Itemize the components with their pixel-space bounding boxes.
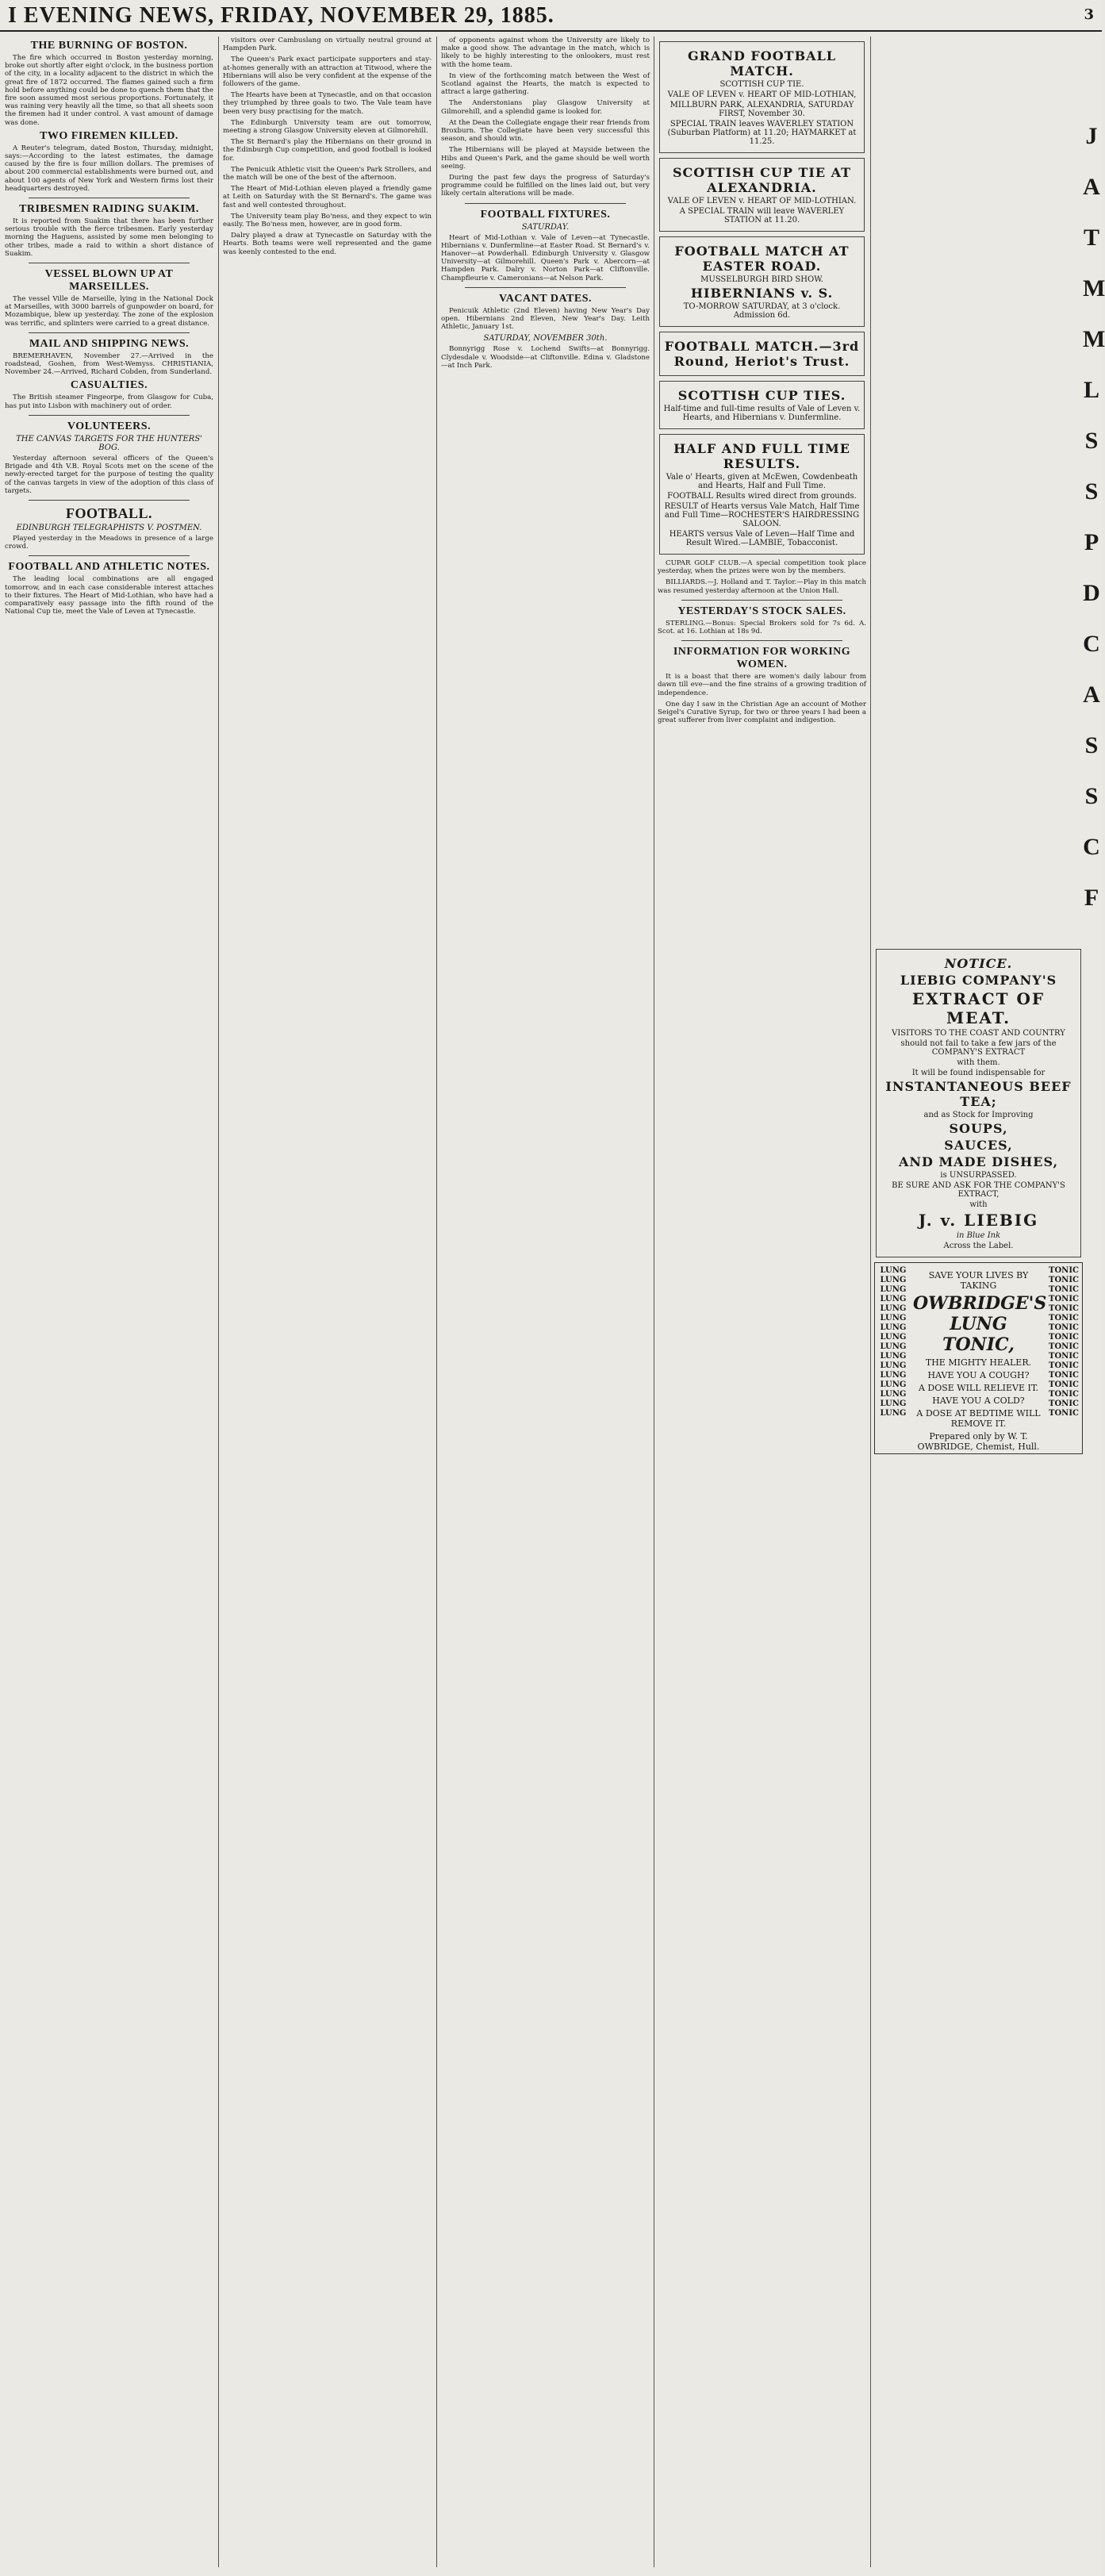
advert-line: INSTANTANEOUS BEEF TEA; bbox=[885, 1079, 1072, 1109]
article-text: STERLING.—Bonus: Special Brokers sold for 7s 6d. A. Scot. at 16. Lothian at 18s 9d. bbox=[658, 619, 866, 636]
article-text: The fire which occurred in Boston yesterday morning, broke out shortly after eight o'clock, in the business portion of the city, in a locality adjacent to the district in which the great fire of 1872 occurred. The flames gained such a firm hold before anything could be done to quench them that the fire soon assumed most serious proportions. Fortunately, it was raining very heavily all the time, so that all sheets soon the firemen had it under control. A vast amount of damage was done. bbox=[5, 54, 213, 127]
article-text: BILLIARDS.—J. Holland and T. Taylor.—Play in this match was resumed yesterday afternoon at the Union Hall. bbox=[658, 578, 866, 595]
article-text: BREMERHAVEN, November 27.—Arrived in the roadstead, Goshen, from West-Wemyss. CHRISTIANIA, November 24.—Arrived, Richard Cobden, from Sunderland. bbox=[5, 351, 213, 377]
subheadline-targets: THE CANVAS TARGETS FOR THE HUNTERS' BOG. bbox=[16, 434, 202, 452]
page-number: 3 bbox=[1084, 6, 1094, 23]
article-text: visitors over Cambuslang on virtually neutral ground at Hampden Park. bbox=[223, 36, 432, 53]
vacant-dates-list: Penicuik Athletic (2nd Eleven) having New Year's Day open. Hibernians 2nd Eleven, New Year's Day. Leith Athletic, January 1st. bbox=[441, 306, 650, 332]
advert-results bbox=[659, 434, 865, 555]
article-text: The Penicuik Athletic visit the Queen's Park Strollers, and the match will be one of the best of the afternoon. bbox=[223, 165, 432, 182]
advert-center bbox=[913, 1268, 1047, 1454]
liebig-signature: J. v. LIEBIG bbox=[918, 1211, 1039, 1230]
advert-line: AND MADE DISHES, bbox=[898, 1154, 1059, 1169]
advert-side-tonic: TONIC TONIC TONIC TONIC TONIC TONIC TONIC TONIC TONIC TONIC TONIC TONIC TONIC TONIC TONIC TONIC bbox=[1049, 1266, 1079, 1418]
advert-line: HEARTS versus Vale of Leven—Half Time and Result Wired.—LAMBIE, Tobacconist. bbox=[669, 530, 855, 547]
divider bbox=[29, 415, 190, 416]
article-text: The St Bernard's play the Hibernians on their ground in the Edinburgh Cup competition, and good football is looked for. bbox=[223, 138, 432, 163]
subheadline-date: SATURDAY, NOVEMBER 30th. bbox=[483, 334, 608, 344]
advert-line: THE MIGHTY HEALER. bbox=[925, 1357, 1032, 1368]
advert-line: A SPECIAL TRAIN will leave WAVERLEY STATION at 11.20. bbox=[679, 207, 845, 225]
advert-line: HALF AND FULL TIME RESULTS. bbox=[673, 441, 850, 471]
subheadline-telegraphists: EDINBURGH TELEGRAPHISTS V. POSTMEN. bbox=[16, 523, 202, 532]
advert-line: in Blue Ink bbox=[956, 1231, 1001, 1240]
divider bbox=[681, 600, 842, 601]
article-text: The leading local combinations are all engaged tomorrow, and in each case considerable interest attaches to their fixtures. The Heart of Mid-Lothian, who have had a comparatively easy passage into the fifth round of the National Cup tie, meet the Vale of Leven at Tynecastle. bbox=[5, 575, 213, 616]
advert-line: HIBERNIANS v. S. bbox=[690, 286, 834, 301]
advert-line: and as Stock for Improving bbox=[923, 1111, 1034, 1119]
article-text: One day I saw in the Christian Age an account of Mother Seigel's Curative Syrup, for two or three years I had been a great sufferer from liver complaint and indigestion. bbox=[658, 700, 866, 725]
article-text: Played yesterday in the Meadows in presence of a large crowd. bbox=[5, 534, 213, 551]
subheadline-firemen: TWO FIREMEN KILLED. bbox=[40, 129, 178, 142]
advert-line: A DOSE AT BEDTIME WILL REMOVE IT. bbox=[916, 1408, 1041, 1429]
article-text: The Edinburgh University team are out tomorrow, meeting a strong Glasgow University eleven at Gilmorehill. bbox=[223, 118, 432, 136]
headline-fixtures: FOOTBALL FIXTURES. bbox=[480, 208, 611, 221]
headline-athletic-notes: FOOTBALL AND ATHLETIC NOTES. bbox=[8, 561, 210, 574]
advert-line: should not fail to take a few jars of the COMPANY'S EXTRACT bbox=[900, 1039, 1057, 1057]
article-text: It is reported from Suakim that there has been further serious trouble with the fierce tribesmen. Early yesterday morning the Haguens, assisted by some men belonging to other tribes, made a raid to within a short distance of Suakim. bbox=[5, 217, 213, 258]
column-rule bbox=[870, 36, 871, 2567]
right-edge-letters: J A T M M L S S P D C A S S C F bbox=[1083, 123, 1105, 911]
column-3 bbox=[441, 36, 650, 2567]
advert-line: SCOTTISH CUP TIE. bbox=[719, 80, 804, 89]
article-text: The Hibernians will be played at Mayside between the Hibs and Queen's Park, and the game should be well worth seeing. bbox=[441, 146, 650, 171]
article-text: Dalry played a draw at Tynecastle on Saturday with the Hearts. Both teams were well represented and the game was keenly contested to the end. bbox=[223, 232, 432, 256]
advert-grand-football-match bbox=[659, 41, 865, 153]
headline-shipping: MAIL AND SHIPPING NEWS. bbox=[29, 337, 190, 350]
headline-marseilles: VESSEL BLOWN UP AT MARSEILLES. bbox=[44, 268, 174, 294]
advert-line: HAVE YOU A COUGH? bbox=[927, 1370, 1030, 1380]
column-rule bbox=[436, 36, 437, 2567]
column-1 bbox=[5, 36, 213, 2567]
advert-line: SCOTTISH CUP TIES. bbox=[677, 388, 846, 403]
article-text: of opponents against whom the University are likely to make a good show. The advantage in the match, which is likely to be highly interesting to the onlookers, must rest with the home team. bbox=[441, 36, 650, 69]
advert-line: SAVE YOUR LIVES BY TAKING bbox=[928, 1270, 1029, 1291]
advert-line: VALE OF LEVEN v. HEART OF MID-LOTHIAN. bbox=[667, 197, 857, 205]
advert-line: SAUCES, bbox=[944, 1138, 1013, 1153]
article-text: The Queen's Park exact participate supporters and stay-at-homes generally with an attraction at Titwood, where the Hibernians will also be very confident at the expense of the followers of the game. bbox=[223, 56, 432, 89]
article-text: During the past few days the progress of Saturday's programme could be fulfilled on the lines laid out, but very likely certain alterations will be made. bbox=[441, 174, 650, 198]
masthead-left-fragment: I bbox=[8, 3, 17, 28]
headline-volunteers: VOLUNTEERS. bbox=[67, 420, 152, 432]
divider bbox=[681, 640, 842, 641]
fixtures-list: Bonnyrigg Rose v. Lochend Swifts—at Bonnyrigg. Clydesdale v. Woodside—at Cliftonville. Edina v. Gladstone—at Inch Park. bbox=[441, 345, 650, 370]
advert-football-match bbox=[659, 332, 865, 376]
headline-football: FOOTBALL. bbox=[65, 505, 153, 521]
column-4 bbox=[658, 36, 866, 2567]
advert-line: FOOTBALL Results wired direct from grounds. bbox=[667, 492, 857, 501]
article-text: The Heart of Mid-Lothian eleven played a friendly game at Leith on Saturday with the St Bernard's. The game was fast and well contested throughout. bbox=[223, 185, 432, 209]
divider bbox=[29, 332, 190, 333]
fixtures-list: Heart of Mid-Lothian v. Vale of Leven—at Tynecastle. Hibernians v. Dunfermline—at Easter Road. St Bernard's v. Hanover—at Powderhall. Edinburgh University v. Glasgow University—at Gilmorehill. Queen's Park v. Abercorn—at Hampden Park. Dalry v. Norton Park—at Cliftonville. Champfleurie v. Cameronians—at Nelson Park. bbox=[441, 233, 650, 282]
advert-line: NOTICE. bbox=[944, 956, 1013, 971]
advert-line: RESULT of Hearts versus Vale Match, Half Time and Full Time—ROCHESTER'S HAIRDRESSING SALOON. bbox=[664, 502, 860, 528]
advert-line: HAVE YOU A COLD? bbox=[932, 1395, 1025, 1406]
advert-line: Half-time and full-time results of Vale of Leven v. Hearts, and Hibernians v. Dunfermline. bbox=[663, 405, 861, 422]
headline-stock-sales: YESTERDAY'S STOCK SALES. bbox=[677, 605, 846, 617]
advert-line: EXTRACT OF MEAT. bbox=[911, 989, 1046, 1027]
advert-line: LIEBIG COMPANY'S bbox=[900, 973, 1057, 988]
advert-line: Prepared only by W. T. OWBRIDGE, Chemist, Hull. bbox=[917, 1431, 1040, 1452]
advert-line: OWBRIDGE'S bbox=[913, 1293, 1047, 1314]
article-text: At the Dean the Collegiate engage their rear friends from Broxburn. The Collegiate have been very successful this season, and should win. bbox=[441, 118, 650, 144]
advert-owbridge-lung-tonic bbox=[874, 1262, 1083, 1454]
advert-side-lung: LUNG LUNG LUNG LUNG LUNG LUNG LUNG LUNG LUNG LUNG LUNG LUNG LUNG LUNG LUNG LUNG bbox=[880, 1266, 907, 1418]
headline-vacant-dates: VACANT DATES. bbox=[499, 292, 592, 305]
article-text: The Anderstonians play Glasgow University at Gilmorehill, and a splendid game is looked for. bbox=[441, 99, 650, 116]
advert-cup-ties bbox=[659, 381, 865, 429]
advert-line: SCOTTISH CUP TIE AT ALEXANDRIA. bbox=[672, 165, 852, 195]
divider bbox=[29, 500, 190, 501]
divider bbox=[465, 203, 626, 204]
headline-suakim: TRIBESMEN RAIDING SUAKIM. bbox=[19, 203, 199, 216]
advert-line: A DOSE WILL RELIEVE IT. bbox=[918, 1383, 1039, 1393]
advert-line: Across the Label. bbox=[943, 1242, 1014, 1250]
column-rule bbox=[218, 36, 219, 2567]
advert-line: It will be found indispensable for bbox=[911, 1069, 1046, 1077]
masthead-title-text: EVENING NEWS, FRIDAY, NOVEMBER 29, 1885. bbox=[23, 3, 554, 28]
divider bbox=[465, 287, 626, 288]
advert-line: TO-MORROW SATURDAY, at 3 o'clock. Admission 6d. bbox=[683, 302, 841, 320]
headline-boston-fire: THE BURNING OF BOSTON. bbox=[30, 40, 188, 52]
advert-easter-road bbox=[659, 236, 865, 327]
advert-line: VALE OF LEVEN v. HEART OF MID-LOTHIAN, bbox=[667, 90, 857, 99]
advert-line: GRAND FOOTBALL MATCH. bbox=[687, 48, 837, 79]
advert-line: MUSSELBURGH BIRD SHOW. bbox=[700, 275, 823, 284]
advert-scottish-cup bbox=[659, 158, 865, 232]
divider bbox=[29, 555, 190, 556]
article-text: The Hearts have been at Tynecastle, and on that occasion they triumphed by three goals to two. The Vale team have been very busy practising for the match. bbox=[223, 91, 432, 116]
advert-line: FOOTBALL MATCH AT EASTER ROAD. bbox=[674, 244, 850, 274]
advert-line: Vale o' Hearts, given at McEwen, Cowdenbeath and Hearts, Half and Full Time. bbox=[666, 473, 858, 490]
advert-line: BE SURE AND ASK FOR THE COMPANY'S EXTRACT, bbox=[892, 1181, 1065, 1199]
advert-line: with them. bbox=[957, 1058, 1000, 1067]
advert-line: SOUPS, bbox=[949, 1121, 1008, 1136]
advert-line: is UNSURPASSED. bbox=[940, 1171, 1017, 1180]
advert-liebig bbox=[876, 949, 1081, 1257]
article-text: The vessel Ville de Marseille, lying in the National Dock at Marseilles, with 3000 barrels of gunpowder on board, for Mozambique, blew up yesterday. The zone of the explosion was terrific, and splinters were carried to a great distance. bbox=[5, 295, 213, 328]
article-text: The University team play Bo'ness, and they expect to win easily. The Bo'ness men, however, are in good form. bbox=[223, 212, 432, 229]
column-2 bbox=[223, 36, 432, 2567]
article-text: In view of the forthcoming match between the West of Scotland against the Hearts, the match is expected to attract a large gathering. bbox=[441, 71, 650, 97]
article-text: The British steamer Fingeorpe, from Glasgow for Cuba, has put into Lisbon with machinery out of order. bbox=[5, 394, 213, 410]
article-text: It is a boast that there are women's daily labour from dawn till eve—and the fine strains of a growing tradition of independence. bbox=[658, 673, 866, 697]
advert-line: VISITORS TO THE COAST AND COUNTRY bbox=[892, 1029, 1065, 1038]
article-text: CUPAR GOLF CLUB.—A special competition took place yesterday, when the prizes were won by the members. bbox=[658, 559, 866, 576]
headline-casualties: CASUALTIES. bbox=[70, 379, 148, 392]
advert-line: SPECIAL TRAIN leaves WAVERLEY STATION (Suburban Platform) at 11.20; HAYMARKET at 11.25. bbox=[667, 120, 857, 146]
headline-working-women: INFORMATION FOR WORKING WOMEN. bbox=[673, 646, 851, 671]
advert-line: LUNG TONIC, bbox=[942, 1314, 1015, 1355]
article-text: Yesterday afternoon several officers of the Queen's Brigade and 4th V.B. Royal Scots met on the scene of the newly-erected target for the purpose of testing the quality of the canvas targets in view of the adoption of this class of targets. bbox=[5, 454, 213, 495]
masthead-title bbox=[8, 3, 554, 29]
advert-line: with bbox=[969, 1200, 988, 1209]
subheadline-saturday: SATURDAY. bbox=[521, 222, 570, 232]
advert-line: MILLBURN PARK, ALEXANDRIA, SATURDAY FIRST, November 30. bbox=[670, 101, 854, 118]
advert-line: FOOTBALL MATCH.—3rd Round, Heriot's Trust. bbox=[664, 339, 860, 369]
masthead bbox=[0, 0, 1102, 32]
article-text: A Reuter's telegram, dated Boston, Thursday, midnight, says:—According to the latest estimates, the damage caused by the fire is four million dollars. The premises of about 200 commercial establishments were burned out, and about 100 agents of New York and Western firms lost their headquarters destroyed. bbox=[5, 144, 213, 193]
column-5 bbox=[874, 36, 1083, 2567]
